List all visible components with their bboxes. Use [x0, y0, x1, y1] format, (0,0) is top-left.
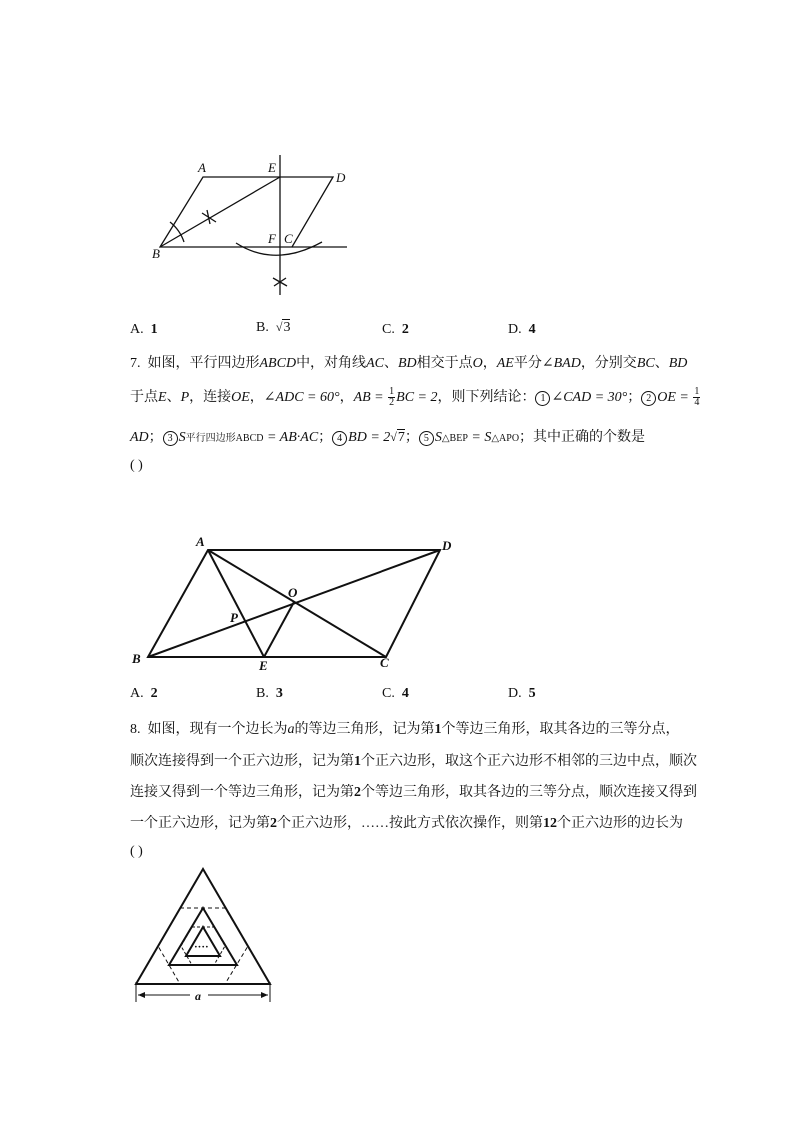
math: AD [130, 430, 149, 445]
math: ∠ADC = 60° [263, 390, 340, 405]
text: ； [318, 430, 333, 445]
question-number: 7. [130, 356, 141, 371]
math: BD = 2 [348, 430, 391, 445]
math: S [434, 430, 442, 445]
dim-label-a: a [195, 989, 201, 1003]
text: 平分 [513, 356, 542, 371]
option-letter: C. [382, 686, 395, 701]
option-value: 5 [528, 686, 536, 701]
text: ， [339, 390, 354, 405]
text: ， [249, 390, 264, 405]
text: 相交于点 [416, 356, 473, 371]
text: 如图，现有一个边长为 [147, 722, 288, 737]
math: AB = [353, 390, 384, 405]
circled-number: 4 [332, 431, 347, 446]
math: a [287, 722, 295, 737]
text: 、 [654, 356, 669, 371]
text: ；其中正确的个数是 [519, 430, 646, 445]
number: 1 [354, 754, 361, 769]
radicand: 7 [397, 430, 405, 445]
text: 的等边三角形，记为第 [294, 722, 435, 737]
label-e: E [268, 160, 276, 175]
text: ； [627, 390, 642, 405]
text: 个正六边形的边长为 [557, 816, 683, 831]
label-a: A [196, 534, 205, 549]
label-f: F [268, 231, 276, 246]
math: BD [668, 356, 688, 371]
text: 如图，平行四边形 [147, 356, 260, 371]
math: OE [231, 390, 250, 405]
math: BC [636, 356, 655, 371]
option-value: 2 [150, 686, 158, 701]
option-value: 4 [401, 686, 409, 701]
math: BC = 2 [396, 390, 438, 405]
math: ABCD [259, 356, 297, 371]
q8-line-2 [130, 750, 697, 770]
number: 2 [354, 785, 361, 800]
label-d: D [442, 538, 452, 553]
math: O [472, 356, 483, 371]
option-letter: B. [256, 686, 269, 701]
numerator: 1 [389, 386, 395, 398]
q7-answer-paren: ( ) [130, 458, 143, 473]
q6-option-d [508, 322, 536, 338]
question-number: 8. [130, 722, 141, 737]
option-letter: D. [508, 686, 522, 701]
text: 连接又得到一个等边三角形，记为第 [130, 785, 354, 800]
text: 中，对角线 [296, 356, 367, 371]
q8-line-4 [130, 812, 683, 832]
label-c: C [380, 655, 389, 670]
math: AE [496, 356, 514, 371]
option-value: 2 [401, 322, 409, 337]
fraction-quarter [693, 387, 700, 408]
math: = AB·AC [263, 430, 319, 445]
math: OE = [657, 390, 689, 405]
math: BD [397, 356, 417, 371]
circled-number: 1 [535, 391, 550, 406]
q7-line-1 [130, 352, 687, 372]
math: E [158, 390, 167, 405]
number: 2 [270, 816, 277, 831]
text: 个正六边形，……按此方式依次操作，则第 [277, 816, 543, 831]
subscript: △BEP [441, 433, 468, 444]
label-o: O [288, 585, 298, 600]
dim-arrow-right [261, 992, 268, 998]
math: ∠BAD [541, 356, 581, 371]
text: ； [404, 430, 419, 445]
line-oe [264, 602, 294, 657]
figure-q8-nested-triangles [128, 864, 278, 1009]
number: 1 [434, 722, 442, 737]
option-letter: A. [130, 322, 144, 337]
text: ， [482, 356, 497, 371]
q7-option-d [508, 686, 536, 702]
option-letter: C. [382, 322, 395, 337]
math: AC [366, 356, 384, 371]
math: S [178, 430, 186, 445]
number: 12 [543, 816, 557, 831]
option-value: 4 [528, 322, 536, 337]
option-value: 3 [283, 320, 291, 335]
math: P [180, 390, 190, 405]
subscript: △APO [491, 433, 520, 444]
text: ，则下列结论： [437, 390, 536, 405]
math: ∠CAD = 30° [551, 390, 628, 405]
parallelogram-abcd [160, 177, 333, 247]
text: 一个正六边形，记为第 [130, 816, 270, 831]
text: 个正六边形，取这个正六边形不相邻的三边中点，顺次 [361, 754, 697, 769]
denominator: 2 [389, 397, 395, 409]
option-letter: D. [508, 322, 522, 337]
q8-line-3 [130, 781, 697, 801]
text: 、 [383, 356, 398, 371]
label-b: B [152, 246, 160, 261]
q8-answer-paren: ( ) [130, 844, 143, 859]
diagonal-ac [208, 550, 386, 657]
option-letter: B. [256, 320, 269, 335]
subscript: 平行四边形ABCD [185, 433, 264, 444]
text: ； [148, 430, 163, 445]
text: 于点 [130, 390, 158, 405]
label-a: A [198, 160, 206, 175]
q7-option-b [256, 686, 283, 702]
q7-option-a [130, 686, 158, 702]
text: 个等边三角形，取其各边的三等分点，顺次连接又得到 [361, 785, 697, 800]
denominator: 4 [694, 397, 700, 409]
circled-number: 3 [163, 431, 178, 446]
q8-line-1 [130, 718, 680, 738]
q6-option-a [130, 322, 158, 338]
label-d: D [336, 170, 346, 185]
numerator: 1 [694, 386, 700, 398]
option-letter: A. [130, 686, 144, 701]
text: 顺次连接得到一个正六边形，记为第 [130, 754, 354, 769]
figure-q7-parallelogram [128, 530, 468, 675]
figure-q6-parallelogram [150, 150, 370, 300]
circled-number: 2 [641, 391, 656, 406]
q6-option-b: B. √3 [256, 320, 291, 335]
math: = S [467, 430, 492, 445]
fraction-half [388, 387, 395, 408]
line-be [160, 177, 280, 247]
arc-b [170, 222, 184, 242]
arc-bottom [236, 242, 322, 255]
text: 、 [166, 390, 181, 405]
text: ，分别交 [580, 356, 637, 371]
label-e: E [259, 658, 268, 673]
q6-option-c [382, 322, 409, 338]
option-value: 1 [150, 322, 158, 337]
text: ，连接 [189, 390, 232, 405]
q7-option-c [382, 686, 409, 702]
q7-line-3: AD； 3 S平行四边形ABCD = AB·AC； 4 BD = 2√7； 5 S△BEP = S△APO；其中正确的个数是 [130, 430, 646, 445]
dim-arrow-left [138, 992, 145, 998]
label-c: C [284, 231, 293, 246]
text: 个等边三角形，取其各边的三等分点， [441, 722, 680, 737]
circled-number: 5 [419, 431, 434, 446]
q7-line-2 [130, 386, 701, 408]
continuation-dots: ···· [194, 941, 209, 953]
label-p: P [230, 610, 238, 625]
label-b: B [132, 651, 141, 666]
option-value: 3 [275, 686, 283, 701]
